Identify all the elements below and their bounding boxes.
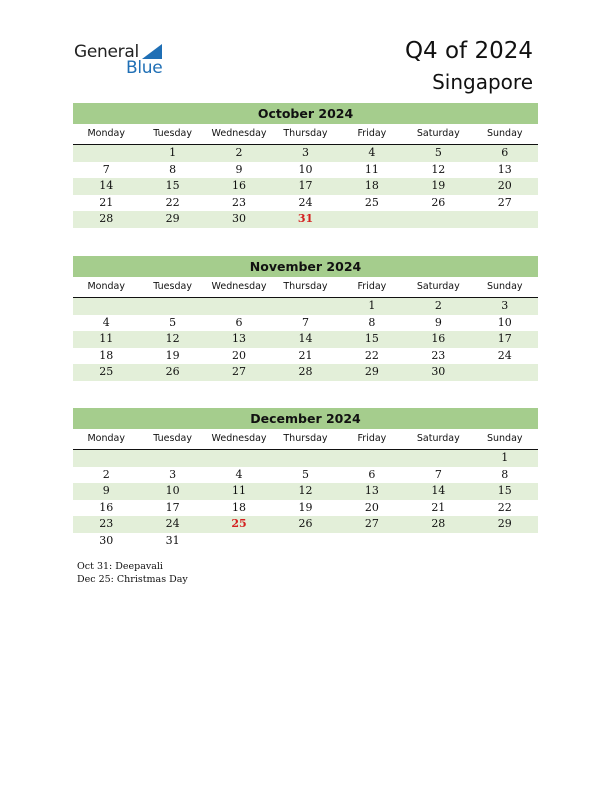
day-cell: 28: [99, 212, 114, 225]
weekday-label: Thursday: [283, 281, 328, 292]
month-calendar-december: [73, 408, 538, 549]
day-cell: 10: [298, 162, 313, 176]
day-cell: 12: [165, 332, 180, 345]
day-cell: 15: [165, 179, 180, 192]
day-cell: 6: [501, 146, 509, 159]
day-cell: 8: [368, 315, 376, 329]
day-cell: 28: [298, 365, 313, 378]
day-cell: [206, 450, 272, 467]
month-title: December 2024: [73, 408, 538, 429]
day-cell: 6: [235, 315, 243, 329]
day-cell: 7: [434, 467, 442, 481]
day-cell: 13: [232, 332, 247, 345]
day-cell: [472, 533, 538, 550]
day-cell: 29: [364, 365, 379, 378]
day-cell: 1: [169, 146, 177, 159]
day-cell: 26: [431, 195, 446, 209]
day-cell: 8: [169, 162, 177, 176]
day-cell: 6: [368, 467, 376, 481]
day-cell: 19: [165, 348, 180, 362]
day-cell: 21: [298, 348, 313, 362]
day-cell: 8: [501, 467, 509, 481]
day-cell: 25: [99, 365, 114, 378]
day-cell: [472, 211, 538, 228]
weekday-label: Monday: [87, 281, 125, 292]
holiday-notes: [77, 560, 188, 586]
day-cell: 4: [368, 146, 376, 159]
week-row: [73, 483, 538, 500]
day-cell: [405, 211, 471, 228]
week-row: [73, 450, 538, 467]
day-cell: [139, 298, 205, 315]
week-row: [73, 348, 538, 365]
logo-blue-text: Blue: [126, 58, 163, 78]
day-cell: 7: [301, 315, 309, 329]
weekday-label: Wednesday: [211, 433, 267, 444]
day-cell: 30: [99, 533, 114, 547]
day-cell: 27: [497, 195, 512, 209]
day-cell: 1: [368, 299, 376, 312]
day-cell: 14: [431, 484, 446, 497]
day-cell: 20: [364, 500, 379, 514]
weekday-header-row: [73, 429, 538, 450]
day-cell: 2: [102, 467, 110, 481]
day-cell: 29: [165, 212, 180, 225]
weekday-label: Thursday: [283, 433, 328, 444]
day-cell: 18: [364, 179, 379, 192]
week-row: [73, 162, 538, 179]
day-cell: 12: [431, 162, 446, 176]
day-cell: 10: [497, 315, 512, 329]
day-cell: 31: [297, 212, 314, 225]
day-cell: 20: [497, 179, 512, 192]
weekday-label: Monday: [87, 128, 125, 139]
day-cell: [206, 298, 272, 315]
day-cell: 2: [434, 299, 442, 312]
weekday-label: Friday: [357, 128, 387, 139]
day-cell: 23: [431, 348, 446, 362]
weekday-label: Saturday: [416, 433, 460, 444]
day-cell: 24: [298, 195, 313, 209]
day-cell: 25: [231, 517, 247, 530]
day-cell: [272, 450, 338, 467]
day-cell: 29: [497, 517, 512, 530]
holiday-note: Dec 25: Christmas Day: [77, 574, 188, 585]
weekday-label: Tuesday: [153, 128, 192, 139]
day-cell: 24: [165, 517, 180, 530]
day-cell: 3: [501, 299, 509, 312]
day-cell: [272, 533, 338, 550]
day-cell: 19: [431, 179, 446, 192]
day-cell: 30: [232, 212, 247, 225]
day-cell: 9: [235, 162, 243, 176]
day-cell: 15: [497, 484, 512, 497]
weekday-label: Friday: [357, 433, 387, 444]
day-cell: 23: [99, 517, 114, 530]
day-cell: 22: [497, 500, 512, 514]
day-cell: 19: [298, 500, 313, 514]
weekday-label: Saturday: [416, 128, 460, 139]
week-row: [73, 516, 538, 533]
week-row: [73, 145, 538, 162]
day-cell: 30: [431, 365, 446, 378]
day-cell: 26: [298, 517, 313, 530]
holiday-note: Oct 31: Deepavali: [77, 561, 163, 572]
day-cell: 22: [364, 348, 379, 362]
day-cell: 3: [169, 467, 177, 481]
day-cell: 18: [232, 500, 247, 514]
weekday-label: Thursday: [283, 128, 328, 139]
page-title: Q4 of 2024: [404, 38, 533, 64]
day-cell: 13: [497, 162, 512, 176]
month-calendar-november: [73, 256, 538, 381]
day-cell: [272, 298, 338, 315]
weekday-label: Friday: [357, 281, 387, 292]
day-cell: 20: [232, 348, 247, 362]
day-cell: 21: [431, 500, 446, 514]
week-row: [73, 533, 538, 550]
logo-flag-icon: [142, 44, 162, 59]
day-cell: 11: [232, 484, 247, 497]
day-cell: [405, 450, 471, 467]
week-row: [73, 331, 538, 348]
week-row: [73, 211, 538, 228]
day-cell: [73, 145, 139, 162]
week-row: [73, 178, 538, 195]
week-row: [73, 467, 538, 484]
day-cell: 11: [364, 162, 379, 176]
month-calendar-october: [73, 103, 538, 228]
week-row: [73, 364, 538, 381]
day-cell: 7: [102, 162, 110, 176]
day-cell: 11: [99, 332, 114, 345]
day-cell: [73, 450, 139, 467]
day-cell: 12: [298, 484, 313, 497]
day-cell: 1: [501, 451, 509, 464]
day-cell: [339, 533, 405, 550]
weekday-label: Sunday: [486, 281, 523, 292]
day-cell: 4: [102, 315, 110, 329]
day-cell: 23: [232, 195, 247, 209]
week-row: [73, 315, 538, 332]
day-cell: 9: [102, 484, 110, 497]
weekday-label: Wednesday: [211, 128, 267, 139]
day-cell: 25: [364, 195, 379, 209]
day-cell: 28: [431, 517, 446, 530]
day-cell: 14: [298, 332, 313, 345]
day-cell: 18: [99, 348, 114, 362]
week-row: [73, 500, 538, 517]
day-cell: 21: [99, 195, 114, 209]
weekday-label: Wednesday: [211, 281, 267, 292]
day-cell: 31: [165, 533, 180, 547]
weekday-label: Tuesday: [153, 281, 192, 292]
day-cell: [472, 364, 538, 381]
day-cell: [206, 533, 272, 550]
day-cell: [339, 211, 405, 228]
day-cell: 5: [301, 467, 309, 481]
day-cell: [339, 450, 405, 467]
day-cell: 17: [298, 179, 313, 192]
day-cell: 2: [235, 146, 243, 159]
day-cell: 24: [497, 348, 512, 362]
weekday-label: Sunday: [486, 128, 523, 139]
month-title: November 2024: [73, 256, 538, 277]
week-row: [73, 298, 538, 315]
day-cell: 26: [165, 365, 180, 378]
weekday-header-row: [73, 277, 538, 298]
logo-general-text: General: [74, 42, 139, 62]
weekday-label: Saturday: [416, 281, 460, 292]
week-row: [73, 195, 538, 212]
weekday-label: Sunday: [486, 433, 523, 444]
day-cell: 13: [364, 484, 379, 497]
day-cell: [73, 298, 139, 315]
weekday-header-row: [73, 124, 538, 145]
day-cell: 16: [431, 332, 446, 345]
day-cell: 3: [301, 146, 309, 159]
day-cell: 27: [364, 517, 379, 530]
weekday-label: Monday: [87, 433, 125, 444]
day-cell: 27: [232, 365, 247, 378]
day-cell: 9: [434, 315, 442, 329]
day-cell: 17: [497, 332, 512, 345]
day-cell: [405, 533, 471, 550]
country-name: Singapore: [432, 70, 533, 94]
day-cell: 4: [235, 467, 243, 481]
day-cell: 10: [165, 484, 180, 497]
weekday-label: Tuesday: [153, 433, 192, 444]
day-cell: 16: [232, 179, 247, 192]
day-cell: 15: [364, 332, 379, 345]
day-cell: 5: [169, 315, 177, 329]
day-cell: 14: [99, 179, 114, 192]
month-title: October 2024: [73, 103, 538, 124]
day-cell: 22: [165, 195, 180, 209]
day-cell: 16: [99, 500, 114, 514]
brand-logo: [74, 42, 174, 82]
day-cell: [139, 450, 205, 467]
day-cell: 17: [165, 500, 180, 514]
day-cell: 5: [434, 146, 442, 159]
